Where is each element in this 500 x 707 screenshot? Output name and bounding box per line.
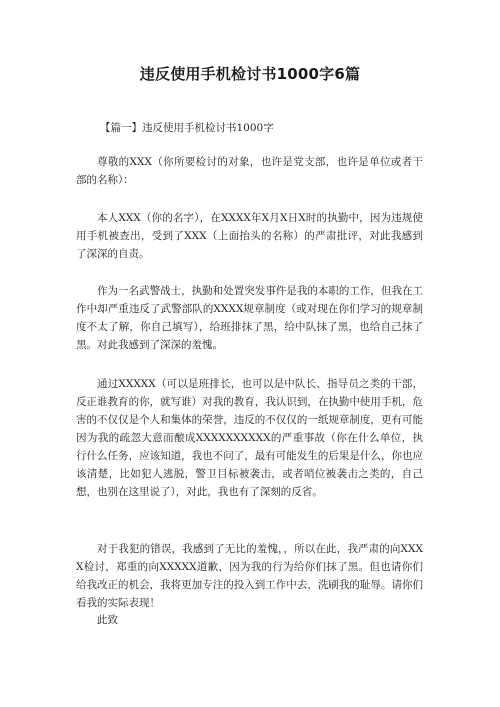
body-paragraph: 本人XXX（你的名字），在XXXX年X月X日X时的执勤中，因为违规使用手机被查出，受到了XXX（上面抬头的名称）的严肃批评，对此我感到了深深的自责。 <box>76 212 423 260</box>
body-paragraph: 作为一名武警战士，执勤和处置突发事件是我的本职的工作，但我在工作中却严重违反了武警部队的XXXX规章制度（或对现在你们学习的规章制度不太了解，你自己填写），给班排抹了黑，给中队抹了黑，也给自己抹了黑。对此我感到了深深的羞愧。 <box>76 285 423 351</box>
salutation-paragraph: 尊敬的XXX（你所要检讨的对象，也许是党支部，也许是单位或者干部的名称）： <box>76 156 423 186</box>
document-title: 违反使用手机检讨书1000字6篇 <box>139 65 361 83</box>
closing-line: 此致 <box>97 614 118 626</box>
section-heading: 【篇一】违反使用手机检讨书1000字 <box>100 122 274 134</box>
body-paragraph: 通过XXXXX（可以是班排长，也可以是中队长、指导员之类的干部，反正谁教育的你，就写谁）对我的教育，我认识到，在执勤中使用手机，危害的不仅仅是个人和集体的荣誉，违反的不仅仅的一纸规章制度，更有可能因为我的疏忽大意而酿成XXXXXXXXXX的严重事故（你在什么单位，执行什么任务，应该知道，我也不问了，最有可能发生的后果是什么，你也应该清楚，比如犯人逃脱，警卫目标被袭击，或者哨位被袭击之类的，自己想，也别在这里说了），对此，我也有了深刻的反省。 <box>76 378 423 498</box>
body-paragraph: 对于我犯的错误，我感到了无比的羞愧，，所以在此，我严肃的向XXXX检讨，郑重的向XXXXX道歉，因为我的行为给你们抹了黑。但也请你们给我改正的机会，我将更加专注的投入到工作中去，洗刷我的耻辱。请你们看我的实际表现！ <box>76 543 423 609</box>
